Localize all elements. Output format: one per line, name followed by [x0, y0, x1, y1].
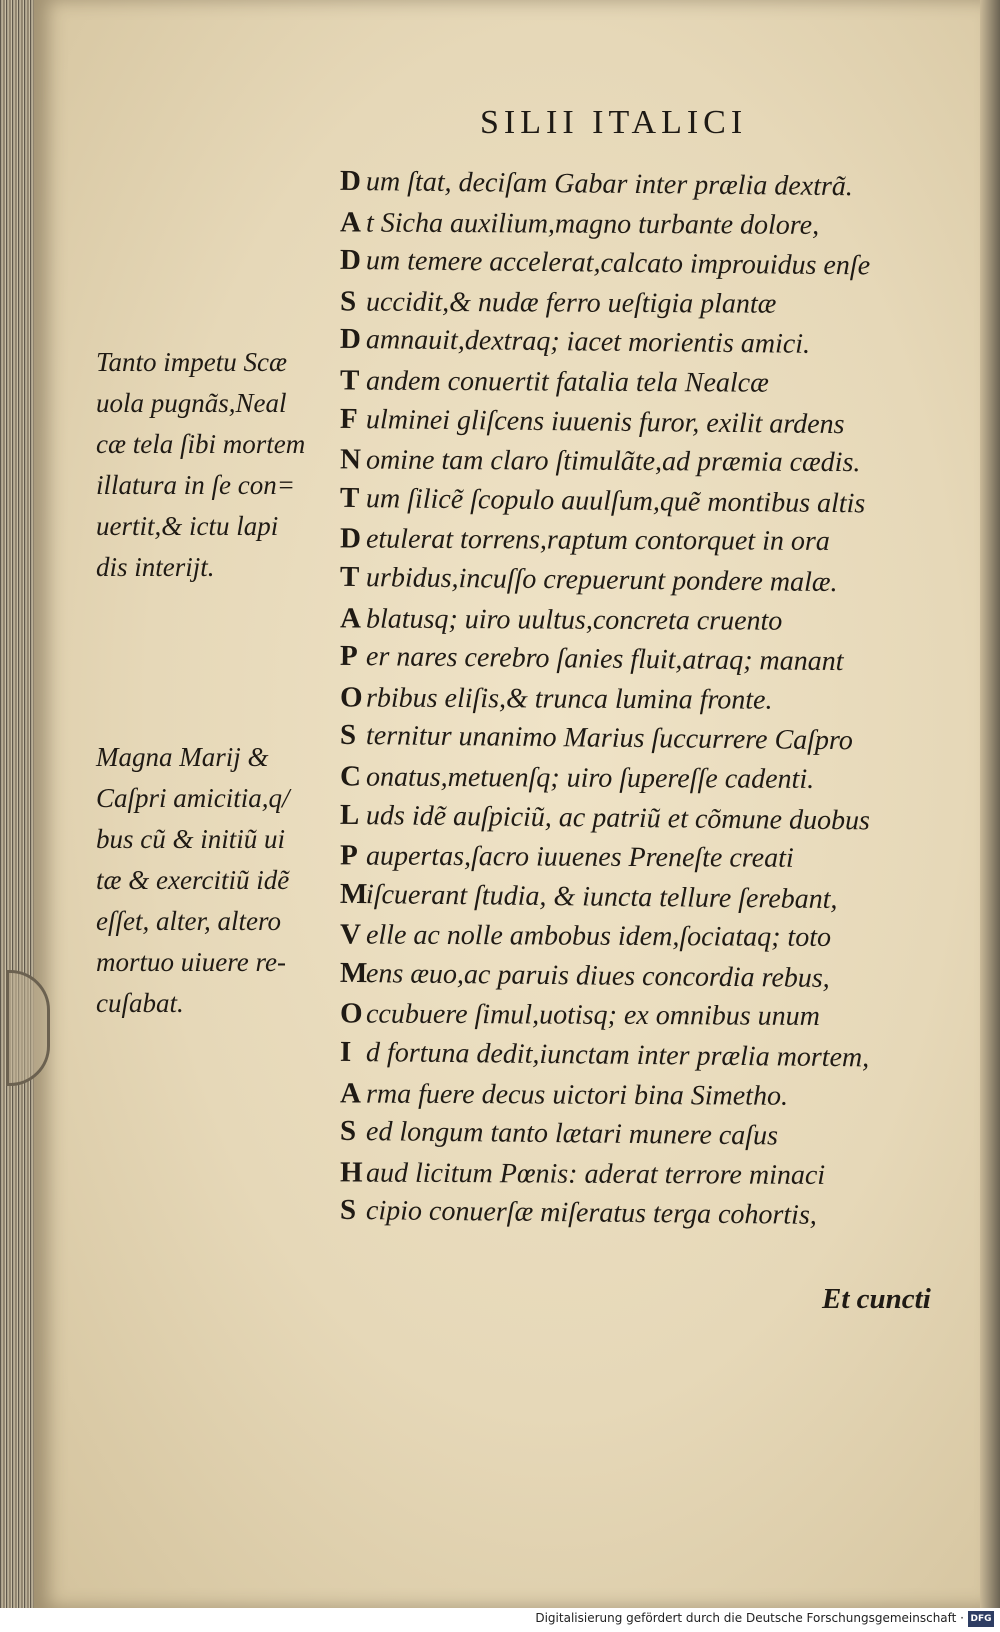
- verse-initial: O: [339, 997, 363, 1031]
- verse-line: [340, 520, 940, 563]
- verse-line: [340, 637, 940, 683]
- verse-text-body: elle ac nolle ambobus idem,ſociataq; toto: [365, 919, 832, 954]
- verse-initial: T: [339, 364, 360, 397]
- running-head: SILII ITALICI: [480, 104, 748, 141]
- verse-text-body: aupertas,ſacro iuuenes Preneſte creati: [365, 840, 794, 874]
- verse-initial: T: [339, 481, 360, 514]
- margin-note-line: Tanto impetu Scæ: [96, 347, 288, 377]
- verse-initial: D: [339, 244, 362, 277]
- verse-text-body: etulerat torrens,raptum contorquet in ora: [365, 523, 830, 558]
- verse-initial: H: [339, 1156, 363, 1189]
- margin-note-line: mortuo uiuere re-: [96, 947, 286, 977]
- margin-note-line: Caſpri amicitia,q/: [96, 783, 290, 813]
- verse-line: [340, 399, 940, 445]
- verse-text-body: rbibus eliſis,& trunca lumina fronte.: [365, 682, 773, 716]
- verse-line: [340, 282, 940, 325]
- verse-initial: D: [339, 323, 362, 356]
- verse-line: [340, 1112, 940, 1158]
- verse-text-body: uds idẽ auſpiciũ, ac patriũ et cõmune duobus: [365, 799, 871, 836]
- margin-note-line: uola pugnãs,Neal: [96, 388, 287, 418]
- verse-text-body: ccubuere ſimul,uotisq; ex omnibus unum: [365, 999, 820, 1033]
- margin-note-2: [96, 737, 331, 1024]
- verse-line: [340, 1074, 940, 1117]
- verse-line: [340, 678, 940, 721]
- verse-line: [340, 757, 940, 800]
- verse-line: [340, 795, 940, 841]
- verse-text-body: iſcuerant ſtudia, & iuncta tellure ſerebant,: [365, 878, 838, 915]
- verse-initial: S: [339, 1194, 357, 1227]
- verse-text-body: amnauit,dextraq; iacet morientis amici.: [365, 324, 811, 361]
- verse-line: [340, 837, 940, 880]
- footer-credit: Digitalisierung gefördert durch die Deutsche Forschungsgemeinschaft ·: [535, 1611, 964, 1625]
- verse-text-body: um ſtat, deciſam Gabar inter prælia dextrã.: [365, 166, 854, 203]
- verse-line: [340, 916, 940, 959]
- margin-note-line: eſſet, alter, altero: [96, 906, 281, 936]
- verse-line: [340, 558, 940, 604]
- verse-initial: A: [339, 601, 362, 635]
- verse-text-body: um temere accelerat,calcato improuidus enſe: [365, 245, 871, 282]
- verse-text-body: ternitur unanimo Marius ſuccurrere Caſpro: [365, 720, 854, 757]
- verse-initial: D: [339, 522, 362, 555]
- verse-initial: A: [339, 206, 362, 239]
- verse-initial: V: [339, 918, 362, 951]
- verse-initial: P: [339, 639, 358, 673]
- verse-initial: T: [339, 560, 360, 593]
- verse-initial: F: [339, 402, 358, 435]
- margin-note-line: cuſabat.: [96, 988, 184, 1018]
- verse-initial: D: [339, 164, 362, 198]
- verse-text-body: aud licitum Pœnis: aderat terrore minaci: [365, 1157, 826, 1191]
- margin-note-line: dis interijt.: [96, 552, 215, 582]
- verse-line: [340, 716, 940, 762]
- verse-text-body: ens æuo,ac paruis diues concordia rebus,: [365, 958, 830, 994]
- verse-initial: C: [339, 760, 362, 793]
- verse-line: [340, 1153, 940, 1196]
- catchword: Et cuncti: [822, 1283, 931, 1315]
- verse-text-body: t Sicha auxilium,magno turbante dolore,: [365, 207, 820, 241]
- verse-initial: M: [339, 956, 368, 990]
- verse-line: [340, 320, 940, 366]
- verse-text-body: ulminei gliſcens iuuenis furor, exilit ardens: [365, 403, 845, 440]
- verse-line: [340, 995, 940, 1038]
- book-page-edges-left: [0, 0, 34, 1608]
- verse-text-body: uccidit,& nudæ ferro ueſtigia plantæ: [365, 286, 777, 320]
- verse-line: [340, 361, 940, 404]
- verse-line: [340, 954, 940, 1000]
- margin-note-line: illatura in ſe con=: [96, 470, 295, 500]
- verse-text: [340, 165, 940, 1234]
- verse-initial: P: [339, 839, 358, 872]
- verse-line: [340, 875, 940, 921]
- verse-line: [340, 241, 940, 287]
- verse-text-body: cipio conuerſæ miſeratus terga cohortis,: [365, 1195, 817, 1232]
- verse-text-body: blatusq; uiro uultus,concreta cruento: [365, 603, 783, 637]
- margin-note-line: tæ & exercitiũ idẽ: [96, 865, 290, 895]
- verse-text-body: er nares cerebro ſanies fluit,atraq; manant: [365, 641, 844, 678]
- verse-line: [340, 599, 940, 642]
- verse-initial: N: [339, 443, 362, 476]
- verse-line: [340, 479, 940, 525]
- dfg-logo: DFG: [968, 1611, 994, 1627]
- verse-initial: O: [339, 681, 363, 714]
- verse-initial: S: [339, 719, 357, 752]
- margin-note-line: bus cũ & initiũ ui: [96, 824, 285, 854]
- verse-initial: S: [339, 1115, 357, 1148]
- book-page-edge-right: [980, 0, 1000, 1608]
- verse-line: [340, 203, 940, 246]
- verse-text-body: ed longum tanto lætari munere caſus: [365, 1116, 779, 1152]
- margin-note-line: cæ tela ſibi mortem: [96, 429, 306, 459]
- verse-initial: M: [339, 877, 368, 910]
- verse-text-body: omine tam claro ſtimulãte,ad præmia cædis.: [365, 444, 861, 479]
- verse-line: [340, 162, 940, 208]
- verse-initial: I: [339, 1035, 352, 1069]
- footer-bar: [0, 1608, 1000, 1632]
- margin-note-1: [96, 342, 331, 588]
- verse-initial: L: [339, 798, 360, 831]
- verse-initial: S: [339, 285, 357, 318]
- verse-text-body: um ſilicẽ ſcopulo auulſum,quẽ montibus altis: [365, 482, 866, 520]
- verse-text-body: urbidus,incuſſo crepuerunt pondere malæ.: [365, 562, 838, 599]
- verse-text-body: onatus,metuenſq; uiro ſupereſſe cadenti.: [365, 761, 815, 795]
- verse-text-body: andem conuertit fatalia tela Nealcæ: [365, 365, 769, 399]
- verse-line: [340, 441, 940, 484]
- verse-line: [340, 1033, 940, 1079]
- verse-line: [340, 1191, 940, 1237]
- margin-note-line: Magna Marij &: [96, 742, 269, 772]
- verse-initial: A: [339, 1077, 362, 1110]
- verse-text-body: rma fuere decus uictori bina Simetho.: [365, 1078, 789, 1112]
- margin-note-line: uertit,& ictu lapi: [96, 511, 279, 541]
- verse-text-body: d fortuna dedit,iunctam inter prælia mortem,: [365, 1037, 870, 1074]
